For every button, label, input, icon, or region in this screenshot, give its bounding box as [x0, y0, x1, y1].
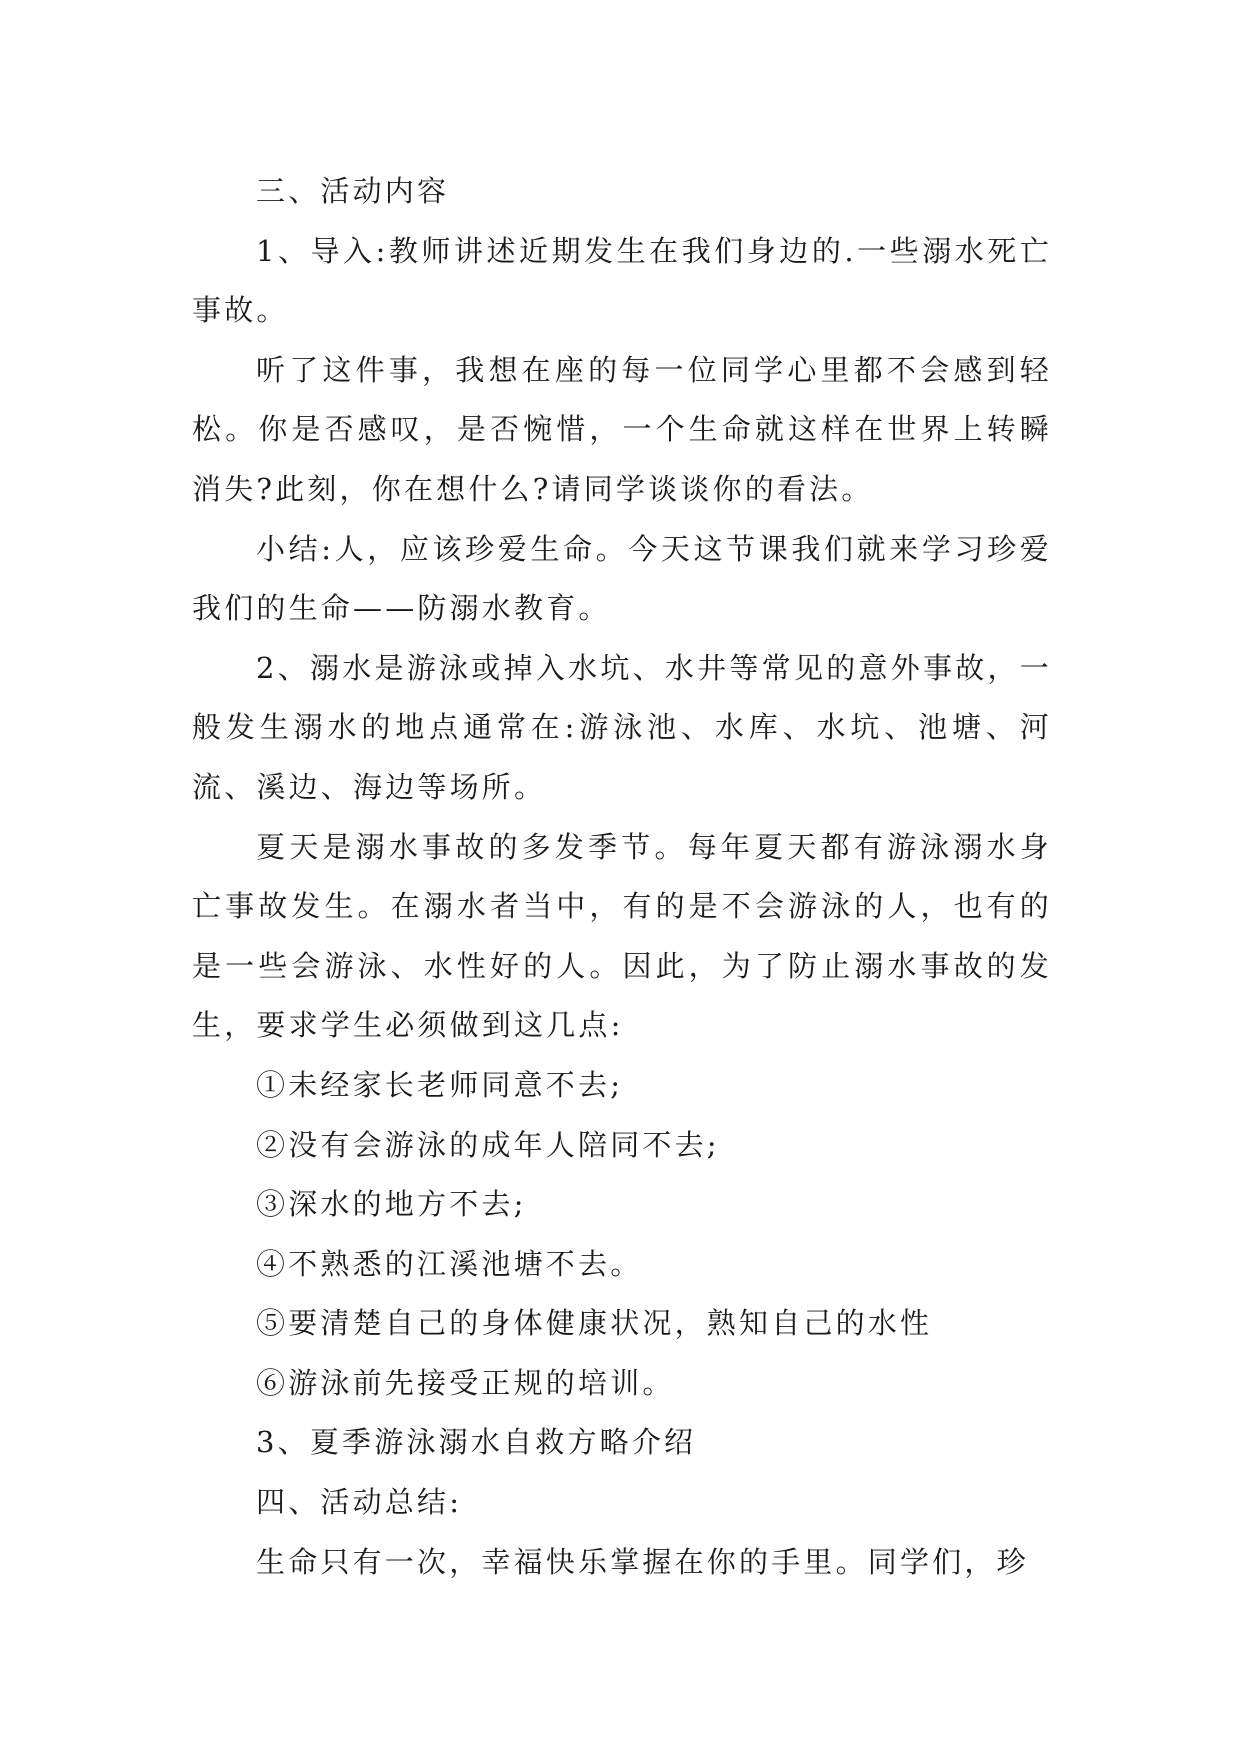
paragraph-conclusion: 生命只有一次，幸福快乐掌握在你的手里。同学们，珍	[256, 1544, 1029, 1579]
paragraph-drowning-locations: 2、溺水是游泳或掉入水坑、水井等常见的意外事故，一般发生溺水的地点通常在:游泳池、水库、水坑、池塘、河流、溪边、海边等场所。	[192, 650, 1052, 804]
section-heading-activity-summary: 四、活动总结:	[256, 1485, 463, 1520]
rule-item-6: ⑥游泳前先接受正规的培训。	[256, 1365, 675, 1400]
paragraph-discussion: 听了这件事，我想在座的每一位同学心里都不会感到轻松。你是否感叹，是否惋惜，一个生命就这样在世界上转瞬消失?此刻，你在想什么?请同学谈谈你的看法。	[192, 352, 1052, 506]
section-heading-activity-content: 三、活动内容	[256, 174, 450, 208]
paragraph-self-rescue: 3、夏季游泳溺水自救方略介绍	[256, 1425, 697, 1460]
paragraph-introduction: 1、导入:教师讲述近期发生在我们身边的.一些溺水死亡事故。	[192, 233, 1052, 328]
rule-item-3: ③深水的地方不去;	[256, 1187, 527, 1222]
rule-item-2: ②没有会游泳的成年人陪同不去;	[256, 1127, 720, 1162]
rule-item-5: ⑤要清楚自己的身体健康状况，熟知自己的水性	[256, 1306, 933, 1341]
paragraph-summary: 小结:人，应该珍爱生命。今天这节课我们就来学习珍爱我们的生命——防溺水教育。	[192, 531, 1052, 626]
paragraph-summer-season: 夏天是溺水事故的多发季节。每年夏天都有游泳溺水身亡事故发生。在溺水者当中，有的是不会游泳的人，也有的是一些会游泳、水性好的人。因此，为了防止溺水事故的发生，要求学生必须做到这几点:	[192, 829, 1052, 1043]
rule-item-1: ①未经家长老师同意不去;	[256, 1067, 624, 1102]
rule-item-4: ④不熟悉的江溪池塘不去。	[256, 1246, 643, 1281]
document-body	[192, 162, 1052, 1592]
